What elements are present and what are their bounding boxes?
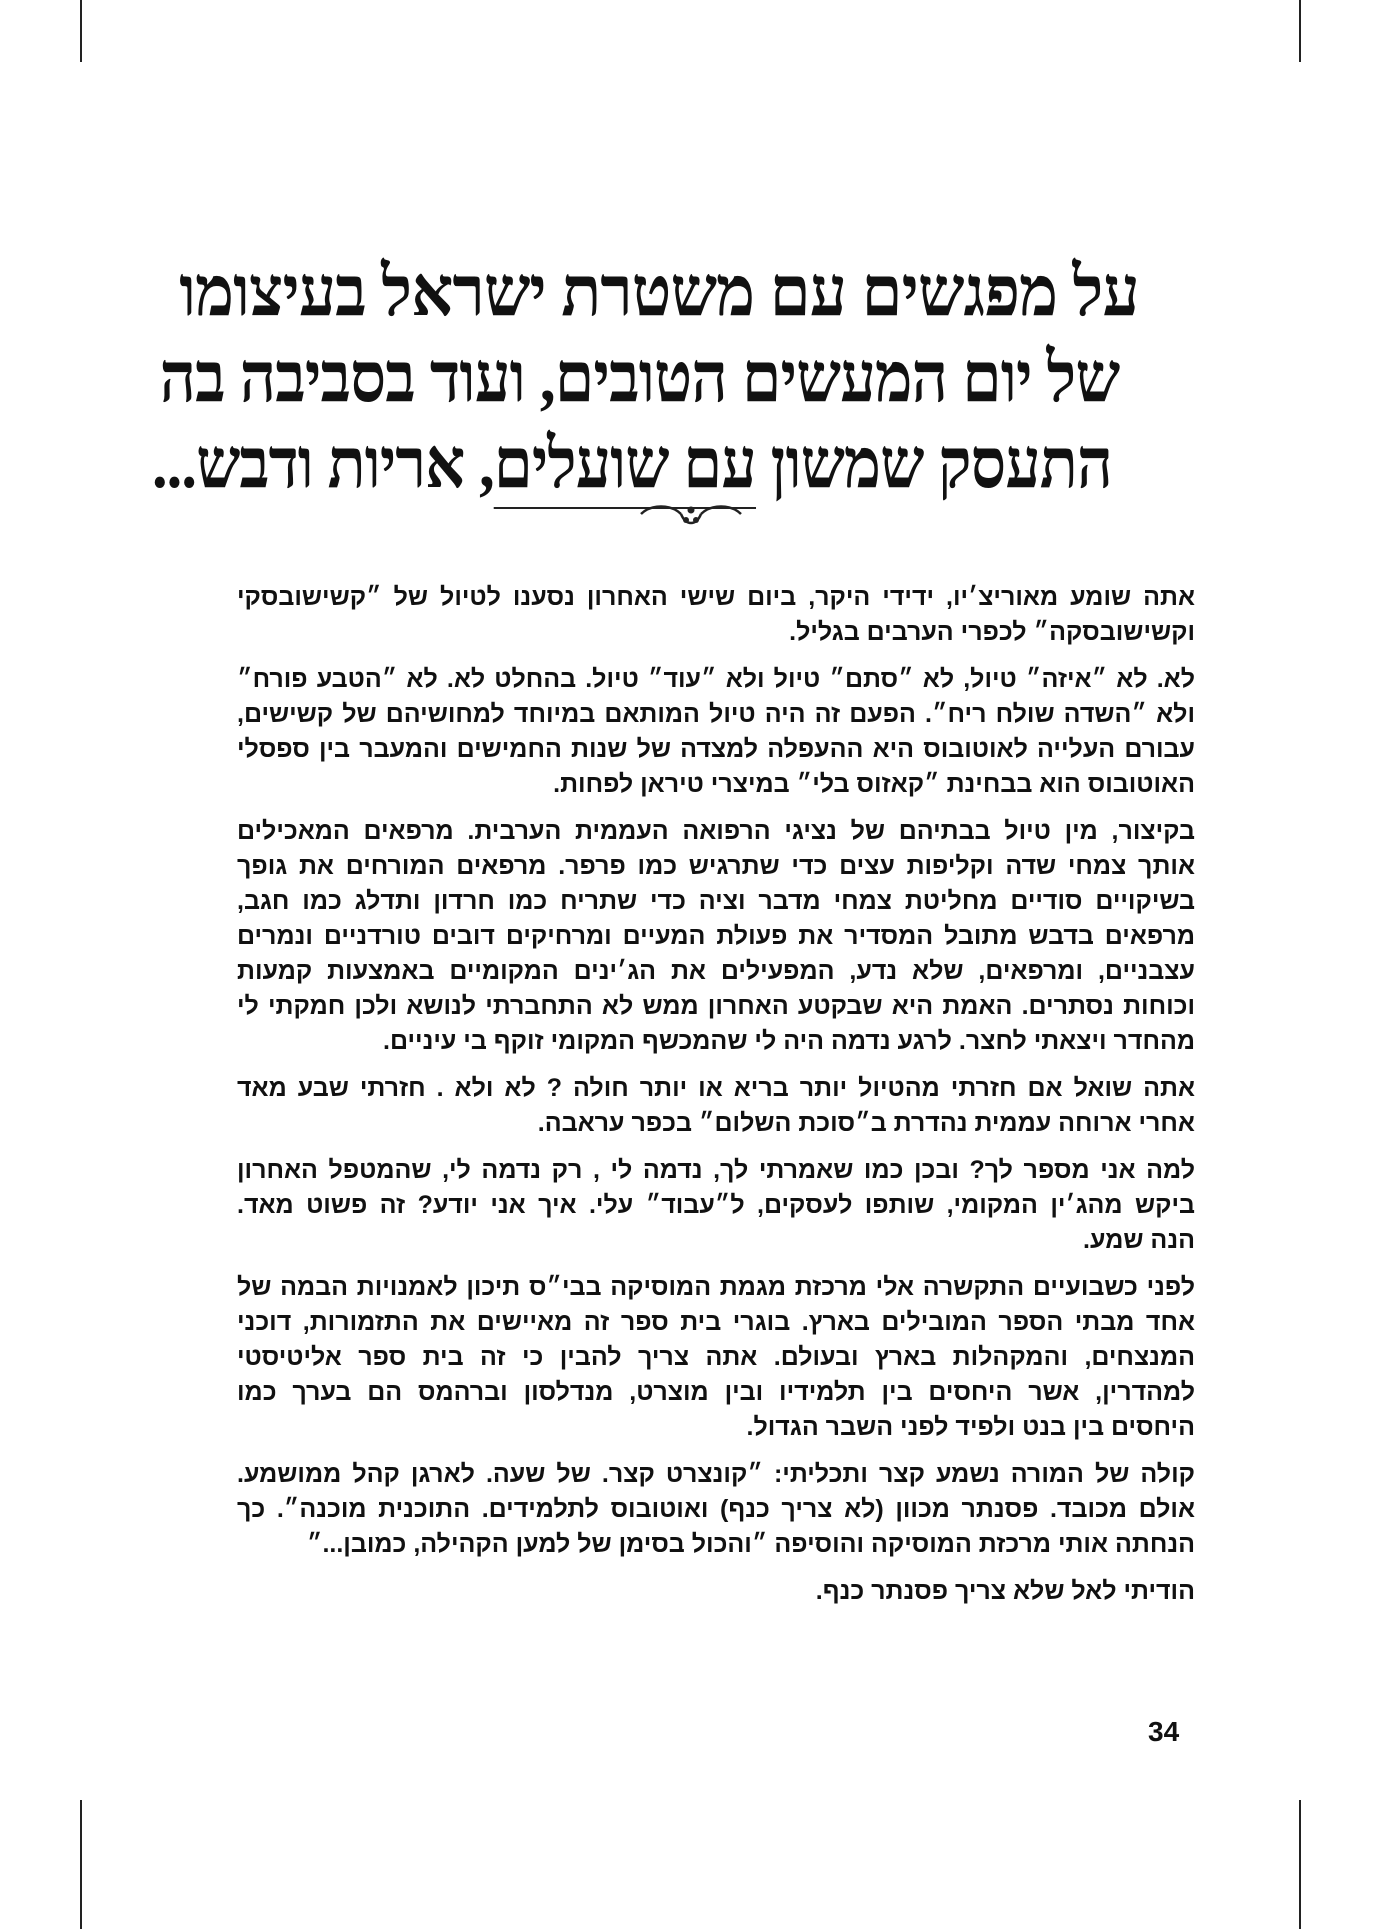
title-underlined: עם שועלים — [494, 426, 756, 509]
text-line: עצבניים, ומרפאים, שלא נדע, המפעילים את הג׳ינים המקומיים באמצעות קמעות — [237, 957, 1195, 985]
text-line: אחד מבתי הספר המובילים בארץ. בוגרי בית ספר זה מאיישים את התזמורות, דוכני — [237, 1308, 1195, 1336]
text-line: אחרי ארוחה עממית נהדרת ב״סוכת השלום״ בכפר עראבה. — [537, 1109, 1195, 1137]
text-line: מרפאים בדבש מתובל המסדיר את פעולת המעיים ומרחיקים דובים טורדניים ונמרים — [237, 922, 1195, 950]
text-line: וקשישובסקה״ לכפרי הערבים בגליל. — [789, 618, 1195, 646]
title-line: התעסק שמשון עם שועלים, אריות ודבש... — [152, 422, 1112, 508]
paragraph — [237, 1270, 1195, 1445]
paragraph — [237, 1071, 1195, 1141]
paragraph — [237, 580, 1195, 650]
text-line: קולה של המורה נשמע קצר ותכליתי: ״קונצרט קצר. של שעה. לארגן קהל ממושמע. — [237, 1460, 1195, 1488]
text-line: אתה שומע מאוריצ׳יו, ידידי היקר, ביום שישי האחרון נסענו לטיול של ״קשישובסקי — [237, 583, 1195, 611]
paragraph — [237, 662, 1195, 802]
text-line: לפני כשבועיים התקשרה אלי מרכזת מגמת המוסיקה בבי״ס תיכון לאמנויות הבמה של — [237, 1273, 1195, 1301]
text-line: למהדרין, אשר היחסים בין תלמידיו ובין מוצרט, מנדלסון וברהמס הם בערך כמו — [237, 1378, 1195, 1406]
title-line: של יום המעשים הטובים, ועוד בסביבה בה — [159, 340, 1120, 417]
text-line: אותך צמחי שדה וקליפות עצים כדי שתרגיש כמו פרפר. מרפאים המורחים את גופך — [237, 852, 1195, 880]
text-line: למה אני מספר לך? ובכן כמו שאמרתי לך, נדמה לי , רק נדמה לי, שהמטפל האחרון — [237, 1156, 1195, 1184]
text-line: אתה שואל אם חזרתי מהטיול יותר בריא או יותר חולה ? לא ולא . חזרתי שבע מאד — [237, 1074, 1195, 1102]
text-line: הודיתי לאל שלא צריך פסנתר כנף. — [815, 1577, 1195, 1605]
paragraph — [237, 814, 1195, 1059]
crop-mark — [1299, 1800, 1301, 1929]
text-line: אולם מכובד. פסנתר מכוון (לא צריך כנף) ואוטובוס לתלמידים. התוכנית מוכנה״. כך — [237, 1495, 1195, 1523]
page-title — [151, 250, 1170, 508]
crop-mark — [80, 1800, 82, 1929]
text-line: ביקש מהג׳ין המקומי, שותפו לעסקים, ל״עבוד״ עלי. איך אני יודע? זה פשוט מאד. — [237, 1191, 1195, 1219]
paragraph — [237, 1574, 1195, 1609]
text-line: היחסים בין בנט ולפיד לפני השבר הגדול. — [746, 1413, 1195, 1441]
text-line: לא. לא ״איזה״ טיול, לא ״סתם״ טיול ולא ״עוד״ טיול. בהחלט לא. לא ״הטבע פורח״ — [237, 665, 1195, 693]
crop-mark — [1299, 0, 1301, 62]
text-line: בקיצור, מין טיול בבתיהם של נציגי הרפואה העממית הערבית. מרפאים המאכילים — [237, 817, 1195, 845]
ornament-flourish-icon — [636, 500, 746, 530]
paragraph — [237, 1457, 1195, 1562]
text-line: וכוחות נסתרים. האמת היא שבקטע האחרון ממש לא התחברתי לנושא ולכן חמקתי לי — [237, 992, 1195, 1020]
article-body — [237, 580, 1195, 1621]
text-line: האוטובוס הוא בבחינת ״קאזוס בלי״ במיצרי טיראן לפחות. — [553, 770, 1195, 798]
paragraph — [237, 1153, 1195, 1258]
page-number: 34 — [1148, 1716, 1180, 1747]
text-line: הנחתה אותי מרכזת המוסיקה והוסיפה ״והכול בסימן של למען הקהילה, כמובן...״ — [306, 1530, 1195, 1558]
text-line: ולא ״השדה שולח ריח״. הפעם זה היה טיול המותאם במיוחד למחושיהם של קשישים, — [237, 700, 1195, 728]
text-line: מהחדר ויצאתי לחצר. לרגע נדמה היה לי שהמכשף המקומי זוקף בי עיניים. — [383, 1027, 1195, 1055]
title-line: על מפגשים עם משטרת ישראל בעיצומו — [179, 254, 1139, 331]
text-line: הנה שמע. — [1083, 1226, 1195, 1254]
text-line: המנצחים, והמקהלות בארץ ובעולם. אתה צריך להבין כי זה בית ספר אליטיסטי — [237, 1343, 1195, 1371]
text-line: בשיקויים סודיים מחליטת צמחי מדבר וציה כדי שתריח כמו חרדון ותדלג כמו חגב, — [237, 887, 1195, 915]
text-line: עבורם העלייה לאוטובוס היא ההעפלה למצדה של שנות החמישים והמעבר בין ספסלי — [237, 735, 1195, 763]
crop-mark — [80, 0, 82, 62]
